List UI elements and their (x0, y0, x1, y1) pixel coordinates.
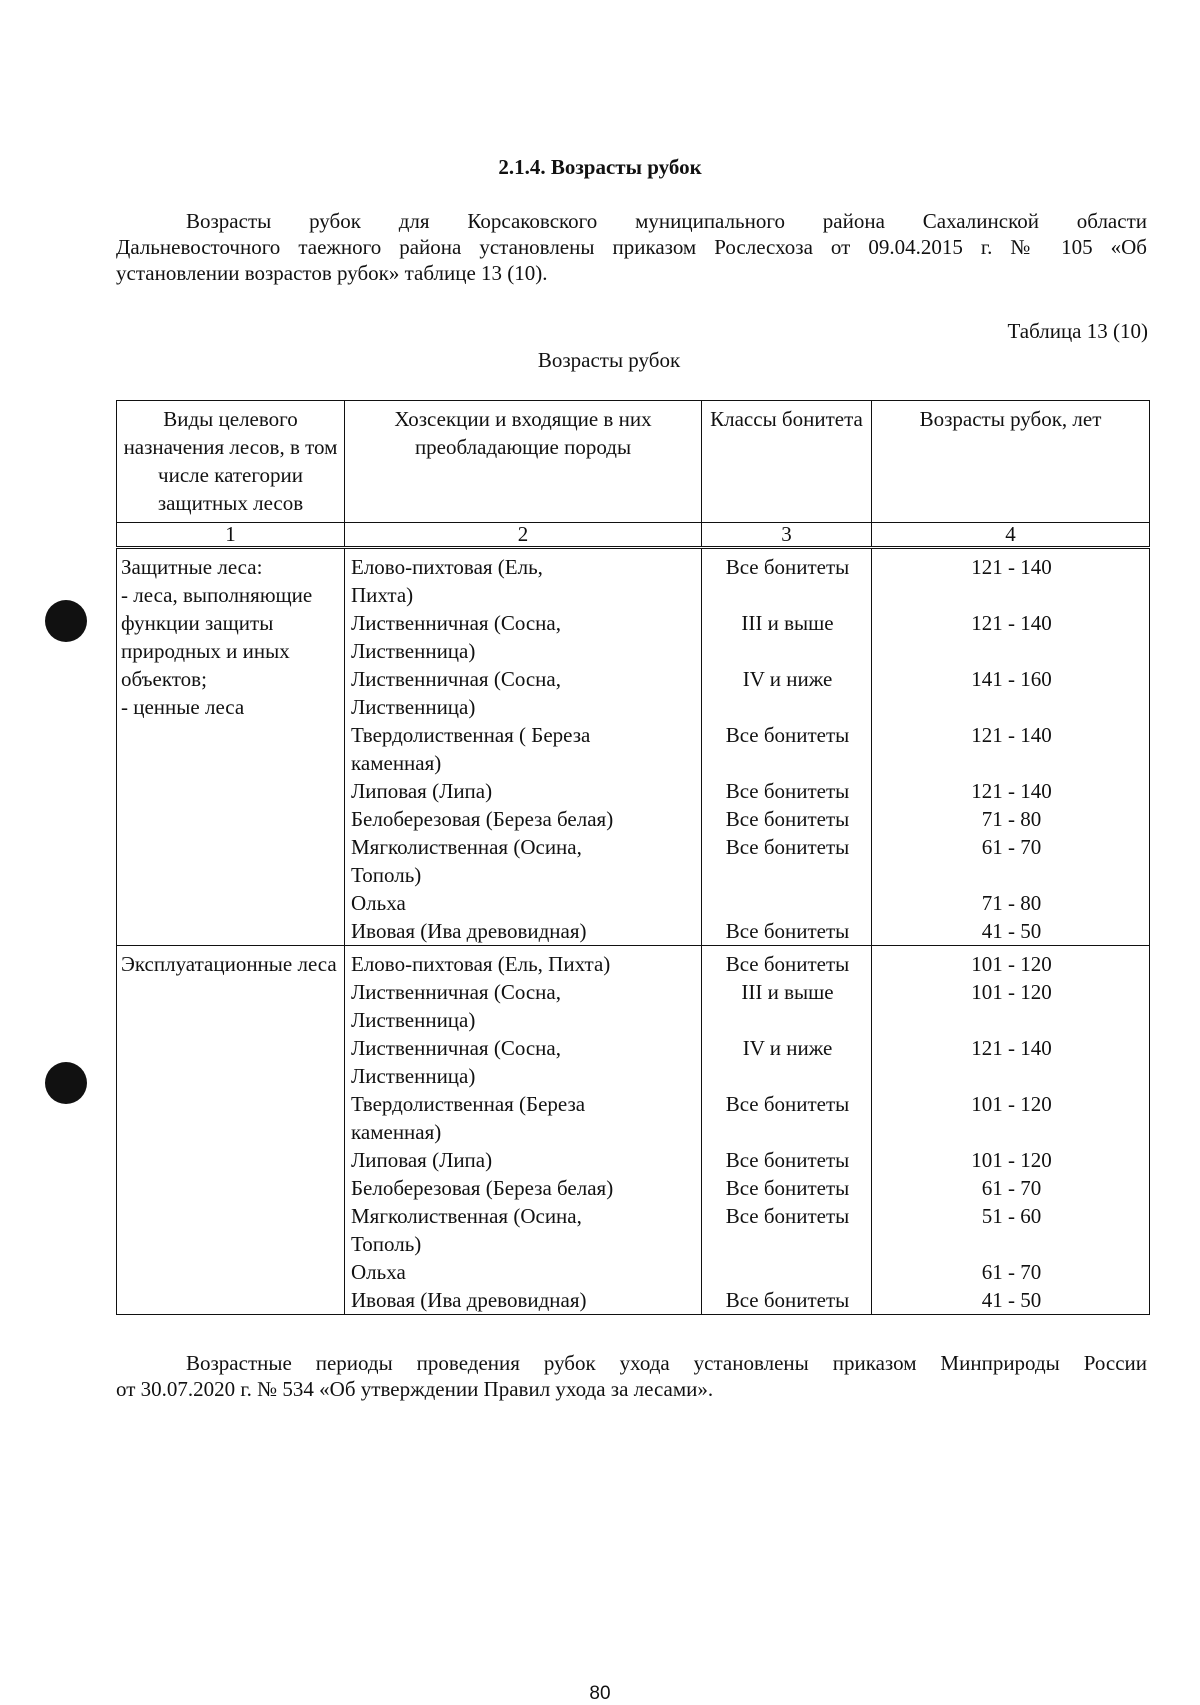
column-number: 1 (117, 523, 345, 548)
quality-class-line (708, 1006, 867, 1034)
quality-class-cell (702, 946, 872, 1315)
closing-line: от 30.07.2020 г. № 534 «Об утверждении Правил ухода за лесами». (116, 1377, 714, 1401)
cutting-age-line: 51 - 60 (981, 1204, 1042, 1228)
quality-class-line: Все бонитеты (725, 919, 850, 943)
table-title: Возрасты рубок (537, 348, 681, 372)
cutting-age-line: 41 - 50 (981, 919, 1042, 943)
quality-class-line (708, 581, 867, 609)
section-line: Липовая (Липа) (351, 779, 493, 803)
table-group-row (117, 946, 1150, 1315)
cutting-age-line (878, 749, 1145, 777)
quality-class-line: Все бонитеты (725, 835, 850, 859)
section-line: Лиственница) (351, 1008, 476, 1032)
quality-class-line (708, 693, 867, 721)
cutting-age-line: 41 - 50 (981, 1288, 1042, 1312)
column-number: 4 (872, 523, 1150, 548)
forest-category-cell: Эксплуатационные леса (117, 946, 345, 1315)
section-line: Ивовая (Ива древовидная) (351, 919, 587, 943)
cutting-age-cell (872, 946, 1150, 1315)
section-line: Белоберезовая (Береза белая) (351, 807, 614, 831)
cutting-age-line: 71 - 80 (981, 891, 1042, 915)
cutting-age-line: 121 - 140 (971, 611, 1052, 635)
section-line: Ольха (351, 1260, 406, 1284)
section-line: Лиственничная (Сосна, (351, 611, 561, 635)
header-cutting-age: Возрасты рубок, лет (872, 401, 1150, 523)
section-line: каменная) (351, 751, 442, 775)
cutting-age-line: 121 - 140 (971, 555, 1052, 579)
header-sections: Хозсекции и входящие в них преобладающие породы (345, 401, 702, 523)
header-quality-class: Классы бонитета (702, 401, 872, 523)
cutting-age-line: 101 - 120 (971, 980, 1052, 1004)
section-line: Мягколиственная (Осина, (351, 835, 582, 859)
section-line: Мягколиственная (Осина, (351, 1204, 582, 1228)
quality-class-line (708, 889, 867, 917)
quality-class-line: Все бонитеты (725, 1092, 850, 1116)
section-line: Лиственничная (Сосна, (351, 667, 561, 691)
quality-class-line (708, 749, 867, 777)
table-number: Таблица 13 (10) (1007, 319, 1148, 343)
column-number: 3 (702, 523, 872, 548)
closing-paragraph (116, 1350, 1147, 1402)
cutting-ages-table (116, 400, 1150, 1315)
intro-line: установлении возрастов рубок» таблице 13 (10). (116, 261, 548, 285)
cutting-age-line (878, 693, 1145, 721)
quality-class-line: IV и ниже (742, 667, 833, 691)
section-line: Ивовая (Ива древовидная) (351, 1288, 587, 1312)
quality-class-line: Все бонитеты (725, 555, 850, 579)
cutting-age-line: 101 - 120 (971, 1092, 1052, 1116)
page-number: 80 (589, 1683, 611, 1704)
table-group-row (117, 548, 1150, 946)
quality-class-line: Все бонитеты (725, 1176, 850, 1200)
quality-class-line: III и выше (741, 611, 834, 635)
quality-class-line: IV и ниже (742, 1036, 833, 1060)
cutting-age-cell (872, 548, 1150, 946)
section-line: Твердолиственная ( Береза (351, 723, 591, 747)
section-line: Пихта) (351, 583, 414, 607)
cutting-age-line (878, 1062, 1145, 1090)
section-line: Твердолиственная (Береза (351, 1092, 586, 1116)
punch-hole-top (45, 600, 87, 642)
section-cell (345, 548, 702, 946)
quality-class-line: Все бонитеты (725, 1148, 850, 1172)
cutting-age-line (878, 581, 1145, 609)
cutting-age-line: 101 - 120 (971, 952, 1052, 976)
cutting-age-line (878, 1230, 1145, 1258)
cutting-age-line (878, 637, 1145, 665)
quality-class-line (708, 861, 867, 889)
section-line: каменная) (351, 1120, 442, 1144)
cutting-age-line: 121 - 140 (971, 779, 1052, 803)
column-number-row (117, 523, 1150, 548)
section-line: Белоберезовая (Береза белая) (351, 1176, 614, 1200)
quality-class-line (708, 637, 867, 665)
intro-line: Возрасты рубок для Корсаковского муниципального района Сахалинской области (186, 209, 1147, 233)
section-line: Лиственница) (351, 695, 476, 719)
section-heading: 2.1.4. Возрасты рубок (498, 155, 702, 179)
quality-class-line: Все бонитеты (725, 807, 850, 831)
cutting-age-line: 121 - 140 (971, 1036, 1052, 1060)
cutting-age-line: 61 - 70 (981, 1260, 1042, 1284)
quality-class-line: Все бонитеты (725, 723, 850, 747)
section-line: Тополь) (351, 1232, 422, 1256)
quality-class-line (708, 1062, 867, 1090)
section-line: Елово-пихтовая (Ель, (351, 555, 543, 579)
cutting-age-line (878, 1118, 1145, 1146)
cutting-age-line: 101 - 120 (971, 1148, 1052, 1172)
cutting-age-line: 121 - 140 (971, 723, 1052, 747)
quality-class-line (708, 1258, 867, 1286)
cutting-age-line: 71 - 80 (981, 807, 1042, 831)
punch-hole-bottom (45, 1062, 87, 1104)
quality-class-line: Все бонитеты (725, 1204, 850, 1228)
quality-class-line: Все бонитеты (725, 779, 850, 803)
forest-category-cell: Защитные леса: - леса, выполняющие функции защиты природных и иных объектов; - ценные леса (117, 548, 345, 946)
section-line: Тополь) (351, 863, 422, 887)
quality-class-line (708, 1230, 867, 1258)
section-line: Липовая (Липа) (351, 1148, 493, 1172)
quality-class-line (708, 1118, 867, 1146)
column-number: 2 (345, 523, 702, 548)
section-line: Лиственничная (Сосна, (351, 1036, 561, 1060)
intro-paragraph (116, 208, 1147, 286)
intro-line: Дальневосточного таежного района установлены приказом Рослесхоза от 09.04.2015 г. № 105 «Об (116, 235, 1147, 259)
section-line: Ольха (351, 891, 406, 915)
section-line: Лиственница) (351, 639, 476, 663)
cutting-age-line: 141 - 160 (971, 667, 1052, 691)
cutting-age-line: 61 - 70 (981, 1176, 1042, 1200)
section-line: Лиственничная (Сосна, (351, 980, 561, 1004)
cutting-age-line (878, 861, 1145, 889)
quality-class-line: Все бонитеты (725, 1288, 850, 1312)
section-line: Лиственница) (351, 1064, 476, 1088)
section-cell (345, 946, 702, 1315)
quality-class-line: Все бонитеты (725, 952, 850, 976)
cutting-age-line: 61 - 70 (981, 835, 1042, 859)
header-forest-purpose: Виды целевого назначения лесов, в том числе категории защитных лесов (117, 401, 345, 523)
closing-line: Возрастные периоды проведения рубок ухода установлены приказом Минприроды России (186, 1351, 1147, 1375)
cutting-age-line (878, 1006, 1145, 1034)
section-line: Елово-пихтовая (Ель, Пихта) (351, 952, 611, 976)
table-header-row (117, 401, 1150, 523)
quality-class-line: III и выше (741, 980, 834, 1004)
quality-class-cell (702, 548, 872, 946)
